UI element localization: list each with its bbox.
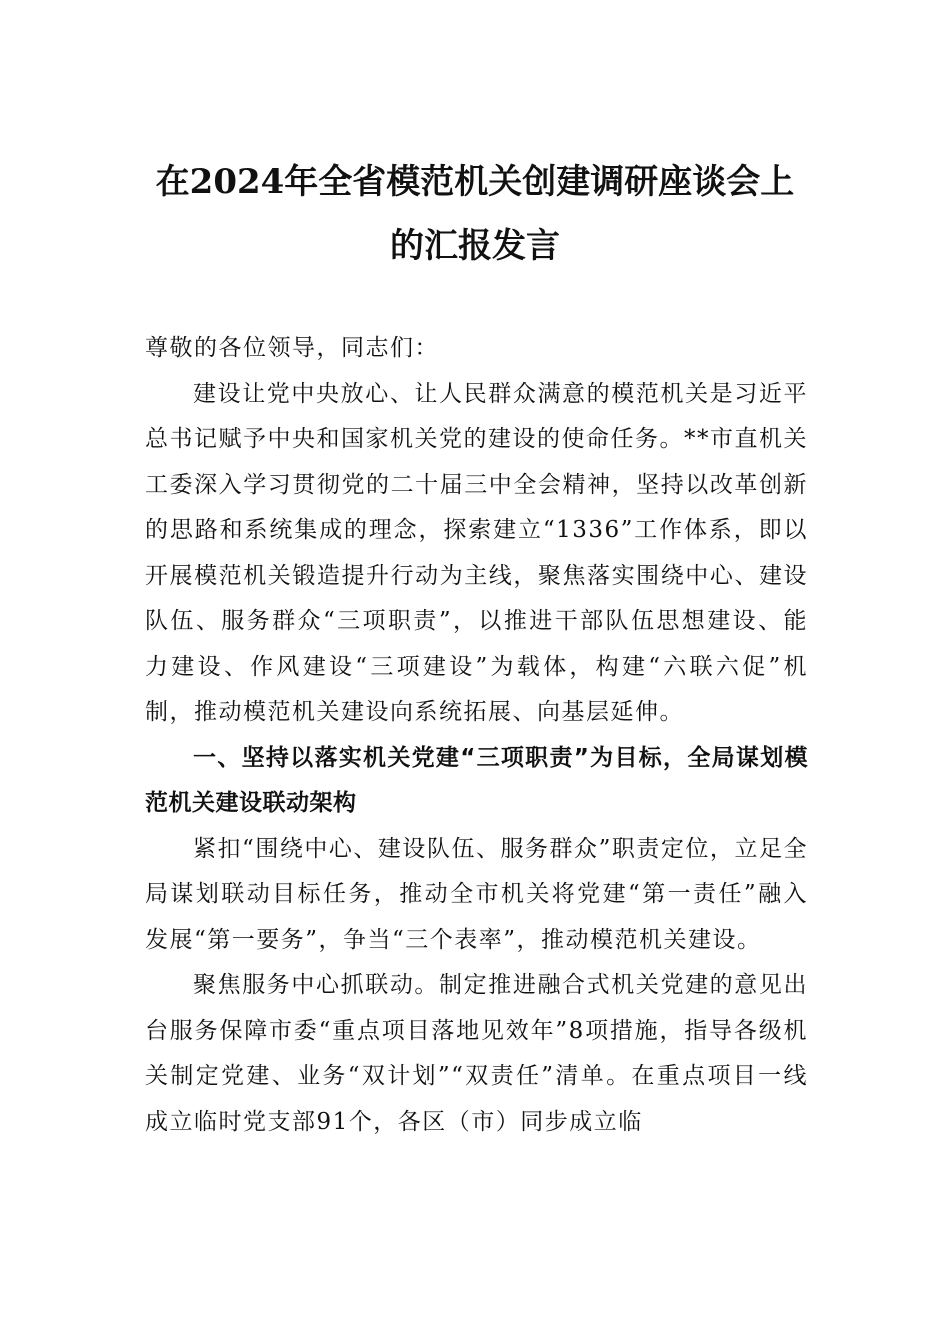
intro-paragraph: 建设让党中央放心、让人民群众满意的模范机关是习近平总书记赋予中央和国家机关党的建设的使命任务。**市直机关工委深入学习贯彻党的二十届三中全会精神，坚持以改革创新的思路和系统集成的理念，探索建立“1336”工作体系，即以开展模范机关锻造提升行动为主线，聚焦落实围绕中心、建设队伍、服务群众“三项职责”，以推进干部队伍思想建设、能力建设、作风建设“三项建设”为载体，构建“六联六促”机制，推动模范机关建设向系统拓展、向基层延伸。 [145, 380, 808, 725]
salutation: 尊敬的各位领导，同志们： [145, 335, 439, 361]
document-title: 在2024年全省模范机关创建调研座谈会上的汇报发言 [155, 162, 795, 266]
document-body [145, 326, 808, 1145]
section-paragraph: 紧扣“围绕中心、建设队伍、服务群众”职责定位，立足全局谋划联动目标任务，推动全市机关将党建“第一责任”融入发展“第一要务”，争当“三个表率”，推动模范机关建设。 [145, 835, 808, 953]
section-point-paragraph: 聚焦服务中心抓联动。制定推进融合式机关党建的意见出台服务保障市委“重点项目落地见效年”8项措施，指导各级机关制定党建、业务“双计划”“双责任”清单。在重点项目一线成立临时党支部91个，各区（市）同步成立临 [145, 972, 808, 1135]
section-heading: 一、坚持以落实机关党建“三项职责”为目标，全局谋划模范机关建设联动架构 [145, 744, 808, 816]
